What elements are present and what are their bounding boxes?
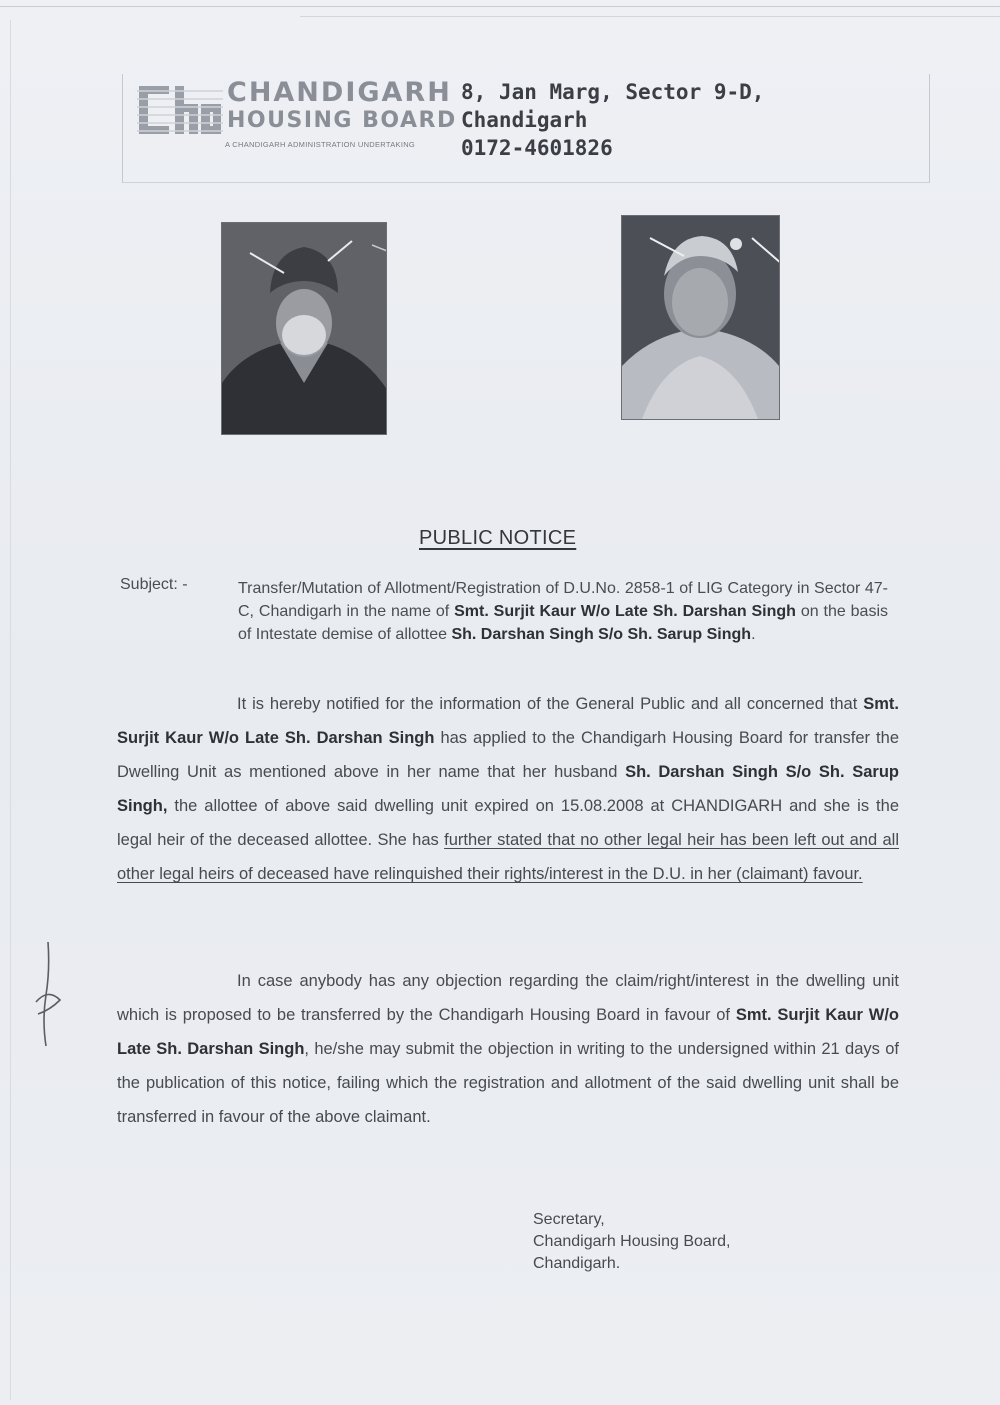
- address-line2: Chandigarh: [461, 108, 588, 132]
- signatory-city: Chandigarh.: [533, 1255, 621, 1272]
- org-name-line2: HOUSING BOARD: [227, 108, 457, 133]
- org-tagline: A CHANDIGARH ADMINISTRATION UNDERTAKING: [225, 140, 416, 149]
- p1-underlined-statement: further stated that no other legal heir has been left out and all other legal heirs of deceased have relinquished their rights/interest in the D.U. in her (claimant) favour.: [117, 831, 899, 883]
- address-line1: 8, Jan Marg, Sector 9-D,: [461, 80, 765, 104]
- p2-claimant-name: Smt. Surjit Kaur W/o Late Sh. Darshan Singh: [117, 1006, 900, 1058]
- org-name: [227, 78, 457, 134]
- subject-text-part1: Transfer/Mutation of Allotment/Registration of D.U.No. 2858-1 of LIG Category in Sector 47-C, Chandigarh in the name of: [238, 580, 888, 620]
- notice-title: PUBLIC NOTICE: [419, 527, 577, 549]
- signatory-org: Chandigarh Housing Board,: [533, 1233, 731, 1250]
- scan-edge-left: [10, 20, 11, 1400]
- letterhead: [122, 74, 930, 183]
- p1-allottee-name: Sh. Darshan Singh S/o Sh. Sarup Singh,: [117, 763, 899, 815]
- chb-logo-icon: [137, 82, 223, 138]
- subject-claimant-name: Smt. Surjit Kaur W/o Late Sh. Darshan Singh: [454, 603, 796, 620]
- notice-paragraph-2: [117, 964, 899, 1134]
- p1-text-part2: has applied to the Chandigarh Housing Board for transfer the Dwelling Unit as mentioned above in her name that her husband: [117, 729, 899, 781]
- scan-edge-top-2: [300, 16, 1000, 17]
- org-address: [461, 78, 764, 162]
- subject-allottee-name: Sh. Darshan Singh S/o Sh. Sarup Singh: [451, 626, 752, 643]
- scan-edge-top: [0, 6, 1000, 7]
- p1-claimant-name: Smt. Surjit Kaur W/o Late Sh. Darshan Singh: [117, 695, 899, 747]
- woman-portrait-photo: [621, 215, 780, 420]
- subject-text-part3: .: [751, 626, 756, 643]
- notice-paragraph-1: [117, 687, 899, 891]
- signatory-block: [533, 1209, 730, 1275]
- org-name-line1: CHANDIGARH: [227, 77, 452, 108]
- signatory-title: Secretary,: [533, 1211, 605, 1228]
- p2-text-part2: , he/she may submit the objection in writing to the undersigned within 21 days of the publication of this notice, failing which the registration and allotment of the said dwelling unit shall be transferred in favour of the above claimant.: [117, 1040, 899, 1126]
- man-portrait-photo: [221, 222, 387, 435]
- subject-text-part2: on the basis of Intestate demise of allottee: [238, 603, 888, 643]
- p1-text-part1: It is hereby notified for the information of the General Public and all concerned that: [237, 695, 864, 713]
- p2-text-part1: In case anybody has any objection regarding the claim/right/interest in the dwelling unit which is proposed to be transferred by the Chandigarh Housing Board in favour of: [117, 972, 899, 1024]
- subject-label: Subject: -: [120, 576, 188, 593]
- p1-text-part3: the allottee of above said dwelling unit expired on 15.08.2008 at CHANDIGARH and she is the legal heir of the deceased allottee. She has: [117, 797, 899, 849]
- handwritten-initial-mark: [28, 940, 68, 1050]
- phone-number: 0172-4601826: [461, 136, 613, 160]
- subject-text: [238, 577, 888, 646]
